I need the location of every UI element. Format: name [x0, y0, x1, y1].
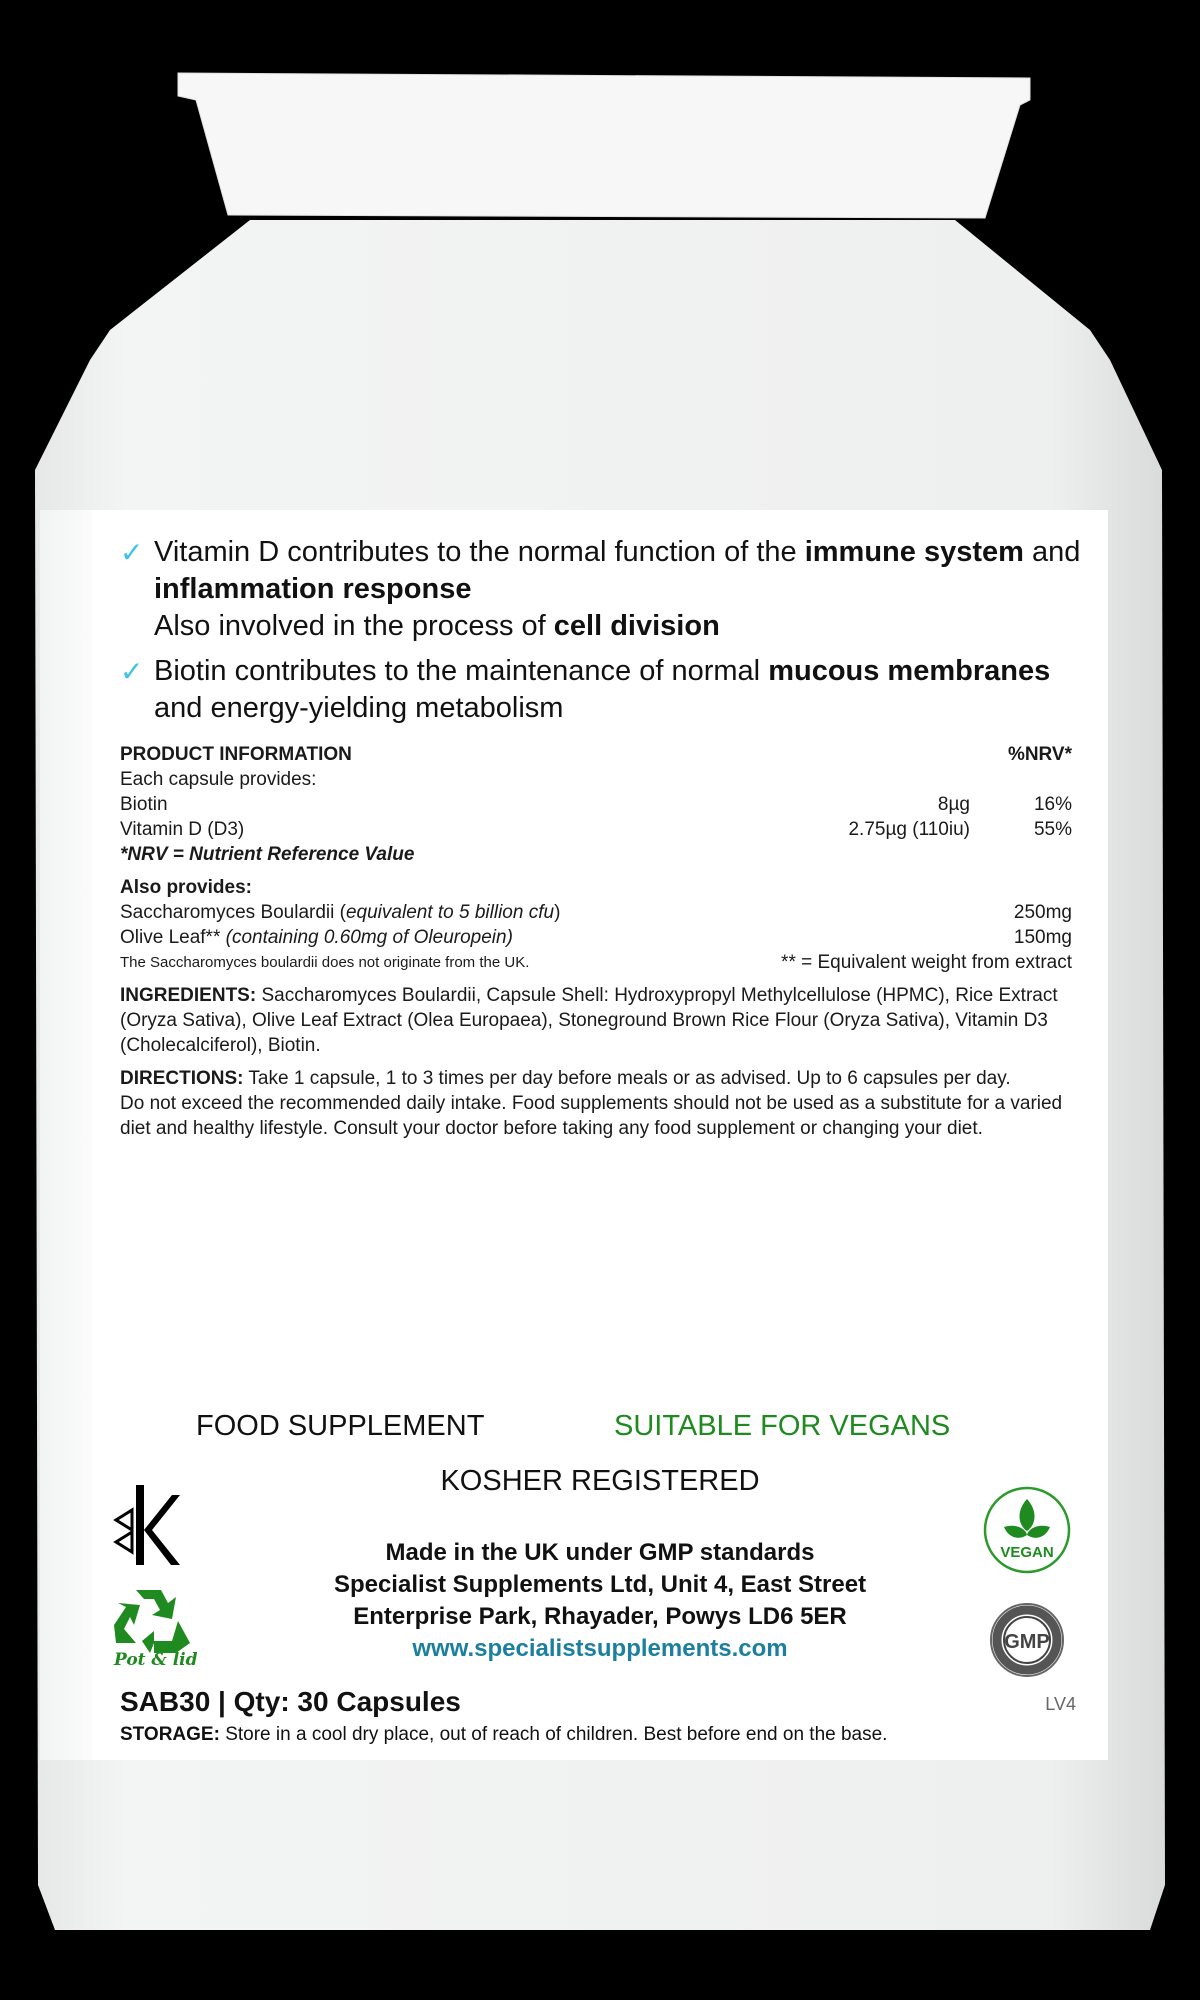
svg-text:VEGAN: VEGAN	[1000, 1544, 1054, 1561]
product-information	[120, 742, 1072, 1141]
vegan-badge-icon	[982, 1485, 1072, 1575]
claim-biotin: ✓ Biotin contributes to the maintenance of normal mucous membranes and energy-yielding metabolism	[120, 655, 1051, 724]
cap	[178, 73, 1030, 218]
nrv-heading: %NRV*	[1007, 744, 1072, 765]
check-icon: ✓	[120, 656, 144, 687]
recycle-caption: Pot & lid	[114, 1650, 198, 1670]
kosher-text: KOSHER REGISTERED	[440, 1465, 760, 1497]
storage-instructions: STORAGE: Store in a cool dry place, out of reach of children. Best before end on the base.	[120, 1724, 888, 1745]
nrv-note: *NRV = Nutrient Reference Value	[120, 844, 415, 865]
food-supplement-text: FOOD SUPPLEMENT	[196, 1410, 485, 1442]
also-row: Saccharomyces Boulardii (equivalent to 5 billion cfu) 250mg	[120, 902, 1072, 923]
warning: Do not exceed the recommended daily intake. Food supplements should not be used as a substitute for a varied diet and healthy lifestyle. Consult your doctor before taking any food supplement or changing your diet.	[120, 1093, 1063, 1139]
product-label	[92, 510, 1108, 1760]
info-heading: PRODUCT INFORMATION	[120, 744, 352, 765]
nutrient-row: Vitamin D (D3) 2.75µg (110iu) 55%	[120, 819, 1072, 840]
directions: DIRECTIONS: Take 1 capsule, 1 to 3 times per day before meals or as advised. Up to 6 capsules per day.	[120, 1068, 1011, 1089]
suitable-vegans-text: SUITABLE FOR VEGANS	[614, 1410, 951, 1442]
check-icon: ✓	[120, 537, 144, 568]
svg-text:GMP: GMP	[1004, 1631, 1050, 1653]
equiv-note: ** = Equivalent weight from extract	[781, 952, 1072, 973]
also-provides-heading: Also provides:	[120, 877, 252, 898]
label-side	[40, 510, 92, 1760]
sku-quantity: SAB30 | Qty: 30 Capsules	[120, 1686, 461, 1717]
also-row: Olive Leaf** (containing 0.60mg of Oleuropein) 150mg	[120, 927, 1072, 948]
health-claims	[120, 534, 1100, 735]
origin-note: The Saccharomyces boulardii does not originate from the UK.	[120, 954, 530, 971]
website-link[interactable]: www.specialistsupplements.com	[412, 1635, 788, 1662]
nutrient-row: Biotin 8µg 16%	[120, 794, 1072, 815]
gmp-badge-icon	[982, 1595, 1072, 1685]
claim-vitamin-d: ✓ Vitamin D contributes to the normal function of the immune system and inflammation response Also involved in the process of cell division	[120, 536, 1081, 642]
kosher-k-logo-icon	[110, 1480, 180, 1570]
manufacturer-info: Made in the UK under GMP standards Specialist Supplements Ltd, Unit 4, East Street Enterprise Park, Rhayader, Powys LD6 5ER www.specialistsupplements.com	[92, 1537, 1108, 1665]
label-version: LV4	[1045, 1694, 1076, 1714]
recycle-icon	[106, 1585, 196, 1655]
each-capsule: Each capsule provides:	[120, 769, 317, 790]
ingredients: INGREDIENTS: Saccharomyces Boulardii, Capsule Shell: Hydroxypropyl Methylcellulose (HPMC), Rice Extract (Oryza Sativa), Olive Leaf Extract (Olea Europaea), Stoneground Brown Rice Flour (Oryza Sativa), Vitamin D3 (Cholecalciferol), Biotin.	[120, 985, 1058, 1056]
